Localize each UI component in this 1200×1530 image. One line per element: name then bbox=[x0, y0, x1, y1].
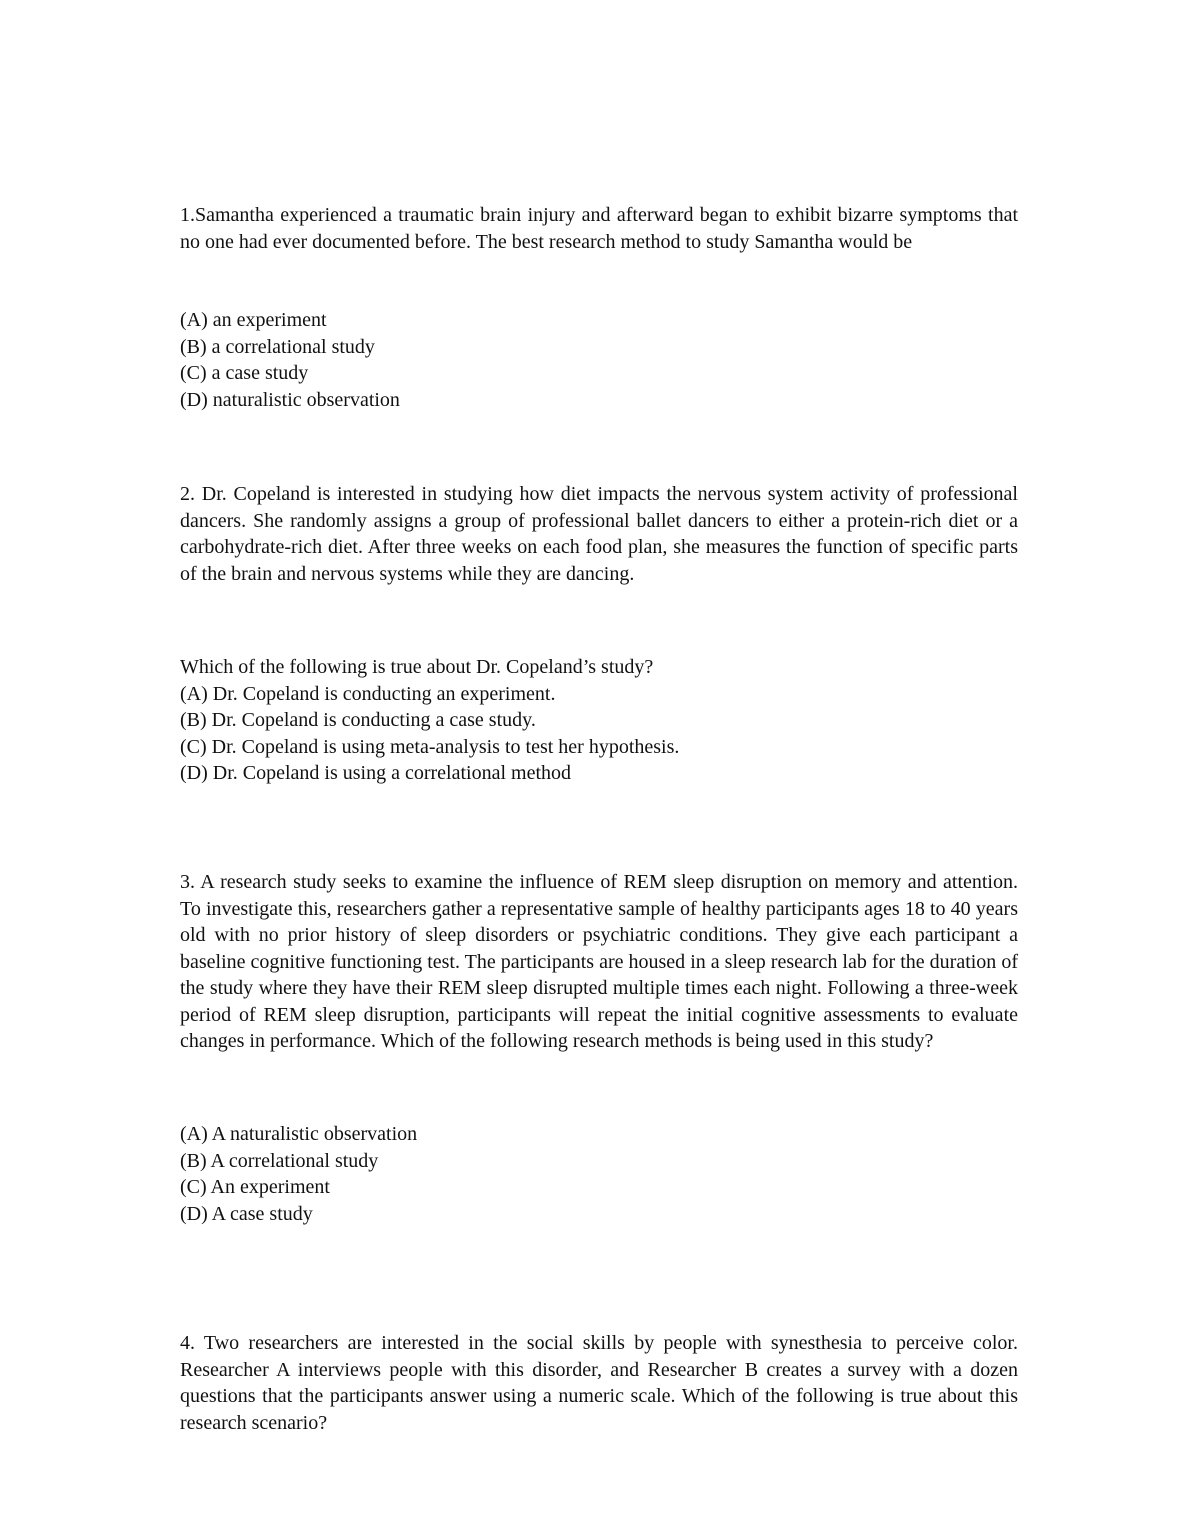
question-1-option-b: (B) a correlational study bbox=[180, 335, 375, 358]
question-1-option-c: (C) a case study bbox=[180, 362, 309, 384]
question-3-option-b: (B) A correlational study bbox=[180, 1149, 379, 1172]
question-1-text: 1.Samantha experienced a traumatic brain injury and afterward began to exhibit bizarre symptoms that no one had ever documented before. The best research method to study Samantha would be bbox=[180, 204, 1018, 253]
question-1-options bbox=[180, 307, 1018, 413]
question-1-stem bbox=[180, 202, 1018, 255]
question-1-option-d: (D) naturalistic observation bbox=[180, 388, 400, 411]
question-3-options bbox=[180, 1121, 1018, 1227]
question-4-text: 4. Two researchers are interested in the social skills by people with synesthesia to perceive color. Researcher A interviews people with this disorder, and Researcher B creates a survey with a dozen questions that the participants answer using a numeric scale. Which of the following is true about this research scenario? bbox=[180, 1332, 1018, 1434]
question-1-option-a: (A) an experiment bbox=[180, 309, 327, 331]
question-2-options bbox=[180, 654, 1018, 787]
question-3-option-c: (C) An experiment bbox=[180, 1176, 330, 1198]
question-3-option-a: (A) A naturalistic observation bbox=[180, 1123, 418, 1145]
question-2-text: 2. Dr. Copeland is interested in studying how diet impacts the nervous system activity of professional dancers. She randomly assigns a group of professional ballet dancers to either a protein-rich diet or a carbohydrate-rich diet. After three weeks on each food plan, she measures the function of specific parts of the brain and nervous systems while they are dancing. bbox=[180, 483, 1018, 585]
question-2-option-c: (C) Dr. Copeland is using meta-analysis to test her hypothesis. bbox=[180, 735, 680, 758]
question-2-option-d: (D) Dr. Copeland is using a correlational method bbox=[180, 762, 572, 784]
question-4-stem bbox=[180, 1330, 1018, 1436]
question-2-option-b: (B) Dr. Copeland is conducting a case study. bbox=[180, 709, 536, 731]
question-3-stem bbox=[180, 869, 1018, 1055]
question-3-text: 3. A research study seeks to examine the influence of REM sleep disruption on memory and attention. To investigate this, researchers gather a representative sample of healthy participants ages 18 to 40 years old with no prior history of sleep disorders or psychiatric conditions. They give each participant a baseline cognitive functioning test. The participants are housed in a sleep research lab for the duration of the study where they have their REM sleep disrupted multiple times each night. Following a three-week period of REM sleep disruption, participants will repeat the initial cognitive assessments to evaluate changes in performance. Which of the following research methods is being used in this study? bbox=[180, 871, 1018, 1052]
question-3-option-d: (D) A case study bbox=[180, 1202, 313, 1225]
question-2-option-a: (A) Dr. Copeland is conducting an experiment. bbox=[180, 682, 556, 705]
question-2-stem bbox=[180, 481, 1018, 587]
question-2-prompt: Which of the following is true about Dr. Copeland’s study? bbox=[180, 656, 654, 678]
